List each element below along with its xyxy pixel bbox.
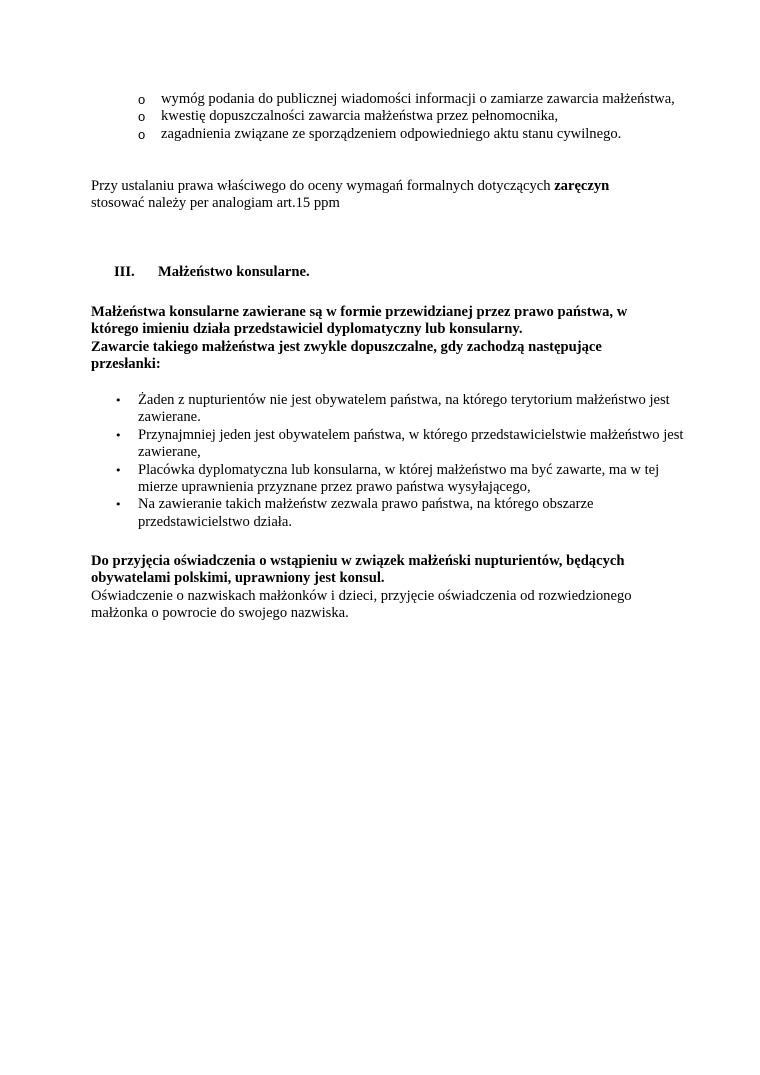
bullet-icon: • bbox=[115, 498, 122, 512]
list-item-text: zagadnienia związane ze sporządzeniem odpowiedniego aktu stanu cywilnego. bbox=[161, 125, 622, 142]
bold-paragraph: Zawarcie takiego małżeństwa jest zwykle dopuszczalne, gdy zachodzą następujące przesłanki: bbox=[91, 339, 602, 373]
list-item bbox=[91, 496, 691, 531]
circle-list bbox=[91, 91, 691, 143]
bold-term: zaręczyn bbox=[554, 178, 610, 194]
paragraph-engagement bbox=[91, 178, 651, 213]
circle-bullet-icon: o bbox=[138, 92, 146, 107]
circle-bullet-icon: o bbox=[138, 109, 146, 125]
bullet-icon: • bbox=[115, 463, 122, 477]
paragraph-text: Przy ustalaniu prawa właściwego do oceny wymagań formalnych dotyczących bbox=[91, 178, 555, 194]
circle-bullet-icon: o bbox=[138, 126, 146, 142]
list-item bbox=[91, 91, 691, 108]
list-item-text: Na zawieranie takich małżeństw zezwala prawo państwa, na którego obszarze przedstawicielstwo działa. bbox=[138, 496, 594, 530]
list-item-text: Przynajmniej jeden jest obywatelem państwa, w którego przedstawicielstwie małżeństwo jest zawierane, bbox=[138, 426, 684, 461]
list-item bbox=[91, 427, 691, 462]
section-number: III. bbox=[114, 264, 135, 280]
list-item bbox=[91, 108, 691, 125]
list-item bbox=[91, 126, 691, 143]
list-item bbox=[91, 462, 691, 497]
list-item-text: Placówka dyplomatyczna lub konsularna, w której małżeństwo ma być zawarte, ma w tej mierze uprawnienia przyznane przez prawo państwa wysyłającego, bbox=[138, 461, 660, 496]
list-item bbox=[91, 392, 691, 427]
section-title: Małżeństwo konsularne. bbox=[158, 264, 310, 280]
bold-paragraph: Małżeństwa konsularne zawierane są w formie przewidzianej przez prawo państwa, w którego imieniu działa przedstawiciel dyplomatyczny lub konsularny. bbox=[91, 304, 628, 338]
paragraph-surnames: Oświadczenie o nazwiskach małżonków i dzieci, przyjęcie oświadczenia od rozwiedzionego małżonka o powrocie do swojego nazwiska. bbox=[91, 588, 632, 622]
bold-paragraph: Do przyjęcia oświadczenia o wstąpieniu w związek małżeński nupturientów, będących obywatelami polskimi, uprawniony jest konsul. bbox=[91, 553, 625, 587]
list-item-text: wymóg podania do publicznej wiadomości informacji o zamiarze zawarcia małżeństwa, bbox=[161, 91, 675, 107]
paragraph-text: stosować należy per analogiam art.15 ppm bbox=[91, 195, 340, 212]
bullet-list bbox=[91, 392, 691, 531]
bullet-icon: • bbox=[115, 428, 122, 442]
list-item-text: kwestię dopuszczalności zawarcia małżeństwa przez pełnomocnika, bbox=[161, 108, 559, 125]
list-item-text: Żaden z nupturientów nie jest obywatelem państwa, na którego terytorium małżeństwo jest zawierane. bbox=[138, 392, 670, 426]
bullet-icon: • bbox=[115, 394, 122, 407]
